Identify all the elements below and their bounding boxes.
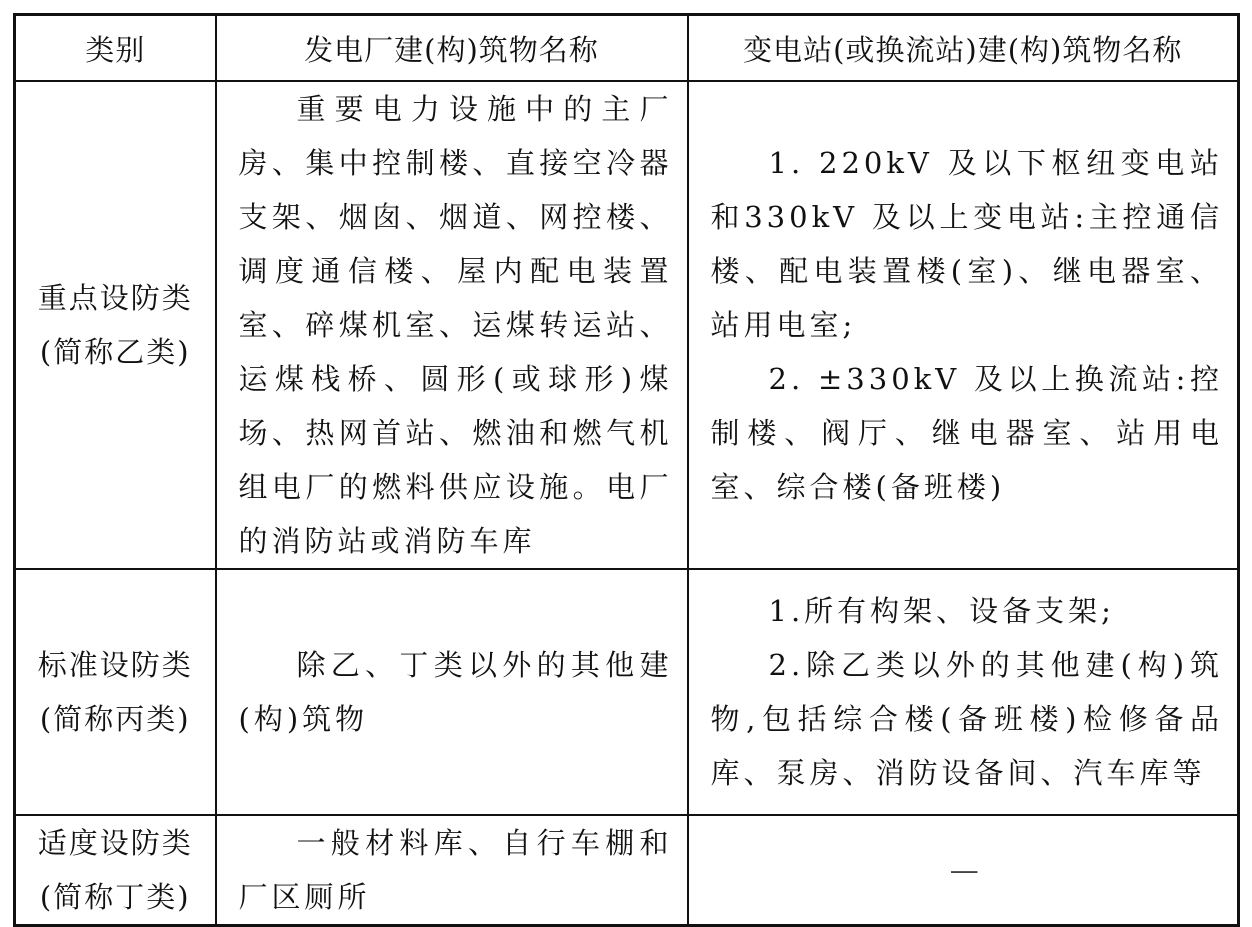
table-row-class-b [15, 81, 1239, 569]
category-cell [15, 81, 216, 569]
category-name: 适度设防类 [37, 826, 193, 860]
plant-cell [216, 815, 688, 926]
category-abbr: (简称丙类) [39, 702, 191, 736]
substation-cell [688, 569, 1239, 815]
header-category: 类别 [15, 15, 216, 82]
category-name: 重点设防类 [37, 281, 193, 315]
substation-cell [688, 815, 1239, 926]
plant-text: 重要电力设施中的主厂房、集中控制楼、直接空冷器支架、烟囱、烟道、网控楼、调度通信楼、屋内配电装置室、碎煤机室、运煤转运站、运煤栈桥、圆形(或球形)煤场、热网首站、燃油和燃气机组电厂的燃料供应设施。电厂的消防站或消防车库 [238, 92, 673, 558]
category-cell [15, 569, 216, 815]
substation-cell [688, 81, 1239, 569]
table-row-class-c [15, 569, 1239, 815]
plant-cell [216, 81, 688, 569]
plant-text: 除乙、丁类以外的其他建(构)筑物 [238, 648, 673, 736]
classification-table [13, 13, 1240, 927]
plant-cell [216, 569, 688, 815]
substation-item: 2. ±330kV 及以上换流站:控制楼、阀厅、继电器室、站用电室、综合楼(备班楼) [710, 362, 1223, 504]
category-abbr: (简称丁类) [39, 880, 191, 914]
empty-dash: — [949, 853, 979, 887]
substation-item: 1.所有构架、设备支架; [768, 594, 1115, 628]
category-name: 标准设防类 [37, 648, 193, 682]
plant-text: 一般材料库、自行车棚和厂区厕所 [238, 826, 673, 914]
header-plant: 发电厂建(构)筑物名称 [216, 15, 688, 82]
category-abbr: (简称乙类) [39, 335, 191, 369]
table-row-class-d [15, 815, 1239, 926]
category-cell [15, 815, 216, 926]
substation-item: 2.除乙类以外的其他建(构)筑物,包括综合楼(备班楼)检修备品库、泵房、消防设备间、汽车库等 [710, 648, 1223, 790]
substation-item: 1. 220kV 及以下枢纽变电站和330kV 及以上变电站:主控通信楼、配电装置楼(室)、继电器室、站用电室; [710, 146, 1223, 342]
header-substation: 变电站(或换流站)建(构)筑物名称 [688, 15, 1239, 82]
header-row [15, 15, 1239, 82]
